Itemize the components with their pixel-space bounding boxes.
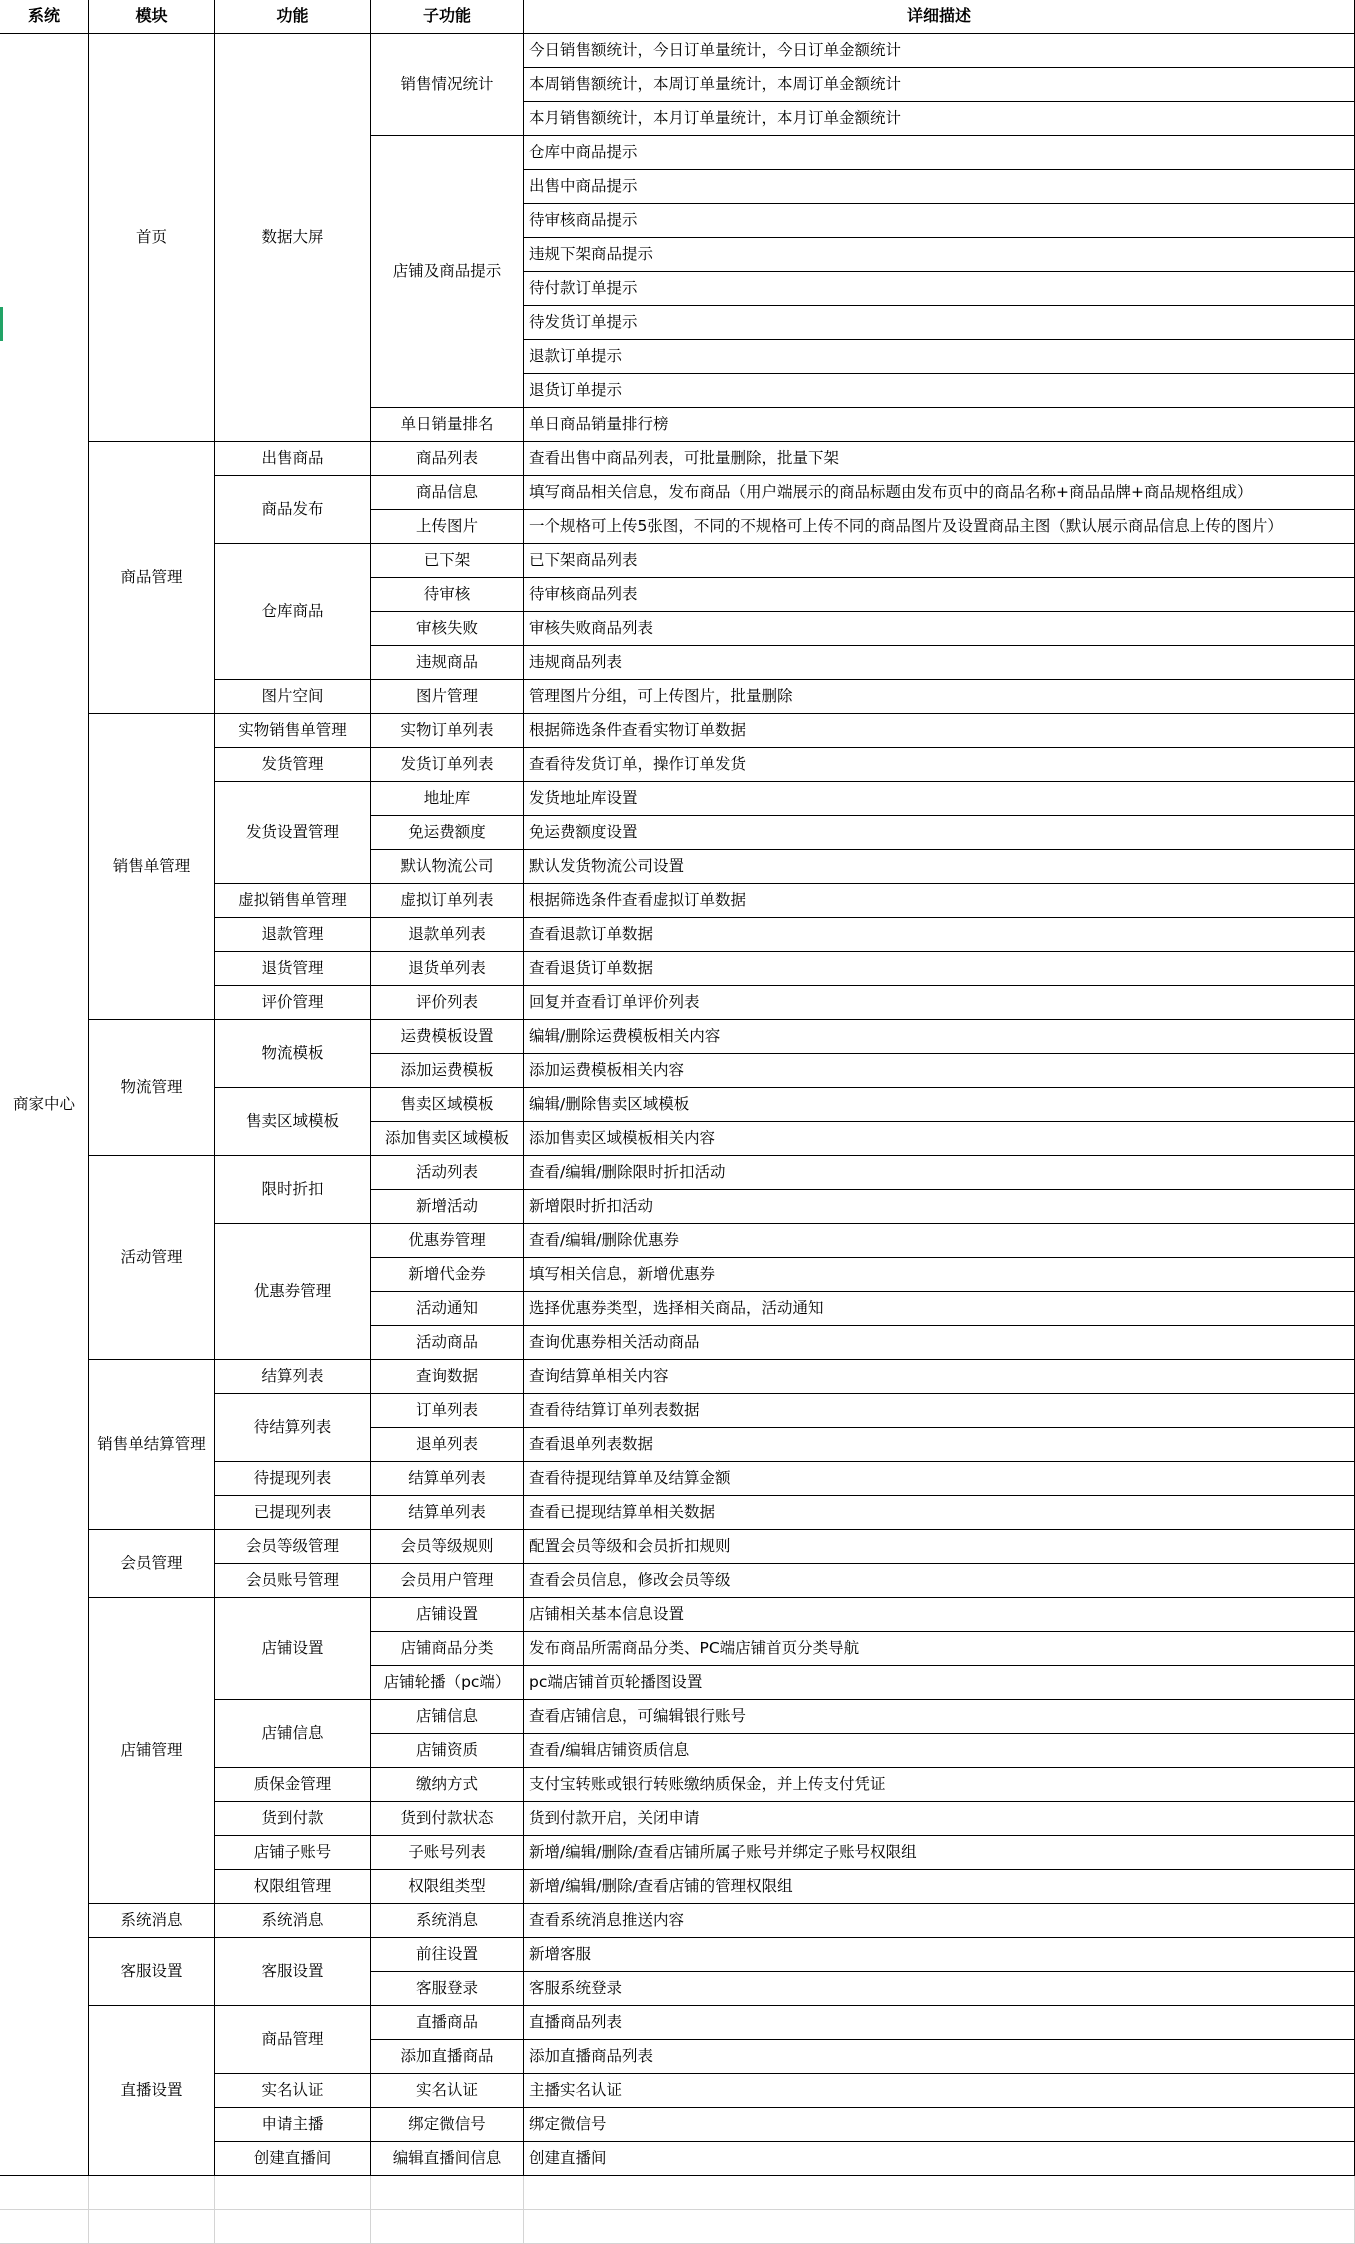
empty-cell[interactable]	[89, 2210, 215, 2244]
detail-cell[interactable]: 创建直播间	[524, 2142, 1355, 2176]
detail-cell[interactable]: 本周销售额统计，本周订单量统计，本周订单金额统计	[524, 68, 1355, 102]
subfunction-cell[interactable]: 店铺商品分类	[371, 1632, 524, 1666]
subfunction-cell[interactable]: 权限组类型	[371, 1870, 524, 1904]
subfunction-cell[interactable]: 待审核	[371, 578, 524, 612]
detail-cell[interactable]: 支付宝转账或银行转账缴纳质保金，并上传支付凭证	[524, 1768, 1355, 1802]
detail-cell[interactable]: 编辑/删除运费模板相关内容	[524, 1020, 1355, 1054]
function-cell[interactable]: 仓库商品	[215, 544, 371, 680]
subfunction-cell[interactable]: 默认物流公司	[371, 850, 524, 884]
subfunction-cell[interactable]: 审核失败	[371, 612, 524, 646]
detail-cell[interactable]: 回复并查看订单评价列表	[524, 986, 1355, 1020]
function-cell[interactable]: 数据大屏	[215, 34, 371, 442]
subfunction-cell[interactable]: 会员用户管理	[371, 1564, 524, 1598]
subfunction-cell[interactable]: 子账号列表	[371, 1836, 524, 1870]
function-cell[interactable]: 实名认证	[215, 2074, 371, 2108]
detail-cell[interactable]: 根据筛选条件查看实物订单数据	[524, 714, 1355, 748]
detail-cell[interactable]: 查看退单列表数据	[524, 1428, 1355, 1462]
detail-cell[interactable]: 主播实名认证	[524, 2074, 1355, 2108]
subfunction-cell[interactable]: 单日销量排名	[371, 408, 524, 442]
detail-cell[interactable]: 添加运费模板相关内容	[524, 1054, 1355, 1088]
subfunction-cell[interactable]: 活动商品	[371, 1326, 524, 1360]
detail-cell[interactable]: 添加直播商品列表	[524, 2040, 1355, 2074]
detail-cell[interactable]: 一个规格可上传5张图，不同的不规格可上传不同的商品图片及设置商品主图（默认展示商品信息上传的图片）	[524, 510, 1355, 544]
detail-cell[interactable]: 已下架商品列表	[524, 544, 1355, 578]
function-cell[interactable]: 会员账号管理	[215, 1564, 371, 1598]
module-cell[interactable]: 系统消息	[89, 1904, 215, 1938]
module-cell[interactable]: 直播设置	[89, 2006, 215, 2176]
detail-cell[interactable]: 查看已提现结算单相关数据	[524, 1496, 1355, 1530]
subfunction-cell[interactable]: 售卖区域模板	[371, 1088, 524, 1122]
empty-cell[interactable]	[371, 2176, 524, 2210]
subfunction-cell[interactable]: 新增活动	[371, 1190, 524, 1224]
header-detail[interactable]: 详细描述	[524, 0, 1355, 34]
subfunction-cell[interactable]: 评价列表	[371, 986, 524, 1020]
subfunction-cell[interactable]: 商品列表	[371, 442, 524, 476]
function-cell[interactable]: 系统消息	[215, 1904, 371, 1938]
detail-cell[interactable]: 店铺相关基本信息设置	[524, 1598, 1355, 1632]
subfunction-cell[interactable]: 添加售卖区域模板	[371, 1122, 524, 1156]
row-selection-marker	[0, 307, 3, 341]
module-cell[interactable]: 商品管理	[89, 442, 215, 714]
empty-cell[interactable]	[524, 2176, 1355, 2210]
detail-cell[interactable]: 查看会员信息，修改会员等级	[524, 1564, 1355, 1598]
subfunction-cell[interactable]: 直播商品	[371, 2006, 524, 2040]
module-cell[interactable]: 物流管理	[89, 1020, 215, 1156]
detail-cell[interactable]: 违规下架商品提示	[524, 238, 1355, 272]
header-subfunction[interactable]: 子功能	[371, 0, 524, 34]
detail-cell[interactable]: 查看店铺信息，可编辑银行账号	[524, 1700, 1355, 1734]
detail-cell[interactable]: 查询结算单相关内容	[524, 1360, 1355, 1394]
detail-cell[interactable]: 查看出售中商品列表，可批量删除，批量下架	[524, 442, 1355, 476]
header-module[interactable]: 模块	[89, 0, 215, 34]
detail-cell[interactable]: 配置会员等级和会员折扣规则	[524, 1530, 1355, 1564]
subfunction-cell[interactable]: 店铺轮播（pc端）	[371, 1666, 524, 1700]
subfunction-cell[interactable]: 系统消息	[371, 1904, 524, 1938]
subfunction-cell[interactable]: 结算单列表	[371, 1496, 524, 1530]
subfunction-cell[interactable]: 缴纳方式	[371, 1768, 524, 1802]
subfunction-cell[interactable]: 活动通知	[371, 1292, 524, 1326]
function-cell[interactable]: 货到付款	[215, 1802, 371, 1836]
function-cell[interactable]: 退货管理	[215, 952, 371, 986]
detail-cell[interactable]: 新增/编辑/删除/查看店铺的管理权限组	[524, 1870, 1355, 1904]
subfunction-cell[interactable]: 退款单列表	[371, 918, 524, 952]
detail-cell[interactable]: pc端店铺首页轮播图设置	[524, 1666, 1355, 1700]
system-cell[interactable]: 商家中心	[0, 34, 89, 2176]
subfunction-cell[interactable]: 会员等级规则	[371, 1530, 524, 1564]
detail-cell[interactable]: 填写相关信息，新增优惠券	[524, 1258, 1355, 1292]
detail-cell[interactable]: 出售中商品提示	[524, 170, 1355, 204]
function-cell[interactable]: 限时折扣	[215, 1156, 371, 1224]
subfunction-cell[interactable]: 添加直播商品	[371, 2040, 524, 2074]
detail-cell[interactable]: 直播商品列表	[524, 2006, 1355, 2040]
detail-cell[interactable]: 查询优惠券相关活动商品	[524, 1326, 1355, 1360]
detail-cell[interactable]: 选择优惠券类型，选择相关商品，活动通知	[524, 1292, 1355, 1326]
detail-cell[interactable]: 查看/编辑/删除优惠券	[524, 1224, 1355, 1258]
subfunction-cell[interactable]: 活动列表	[371, 1156, 524, 1190]
subfunction-cell[interactable]: 违规商品	[371, 646, 524, 680]
subfunction-cell[interactable]: 实名认证	[371, 2074, 524, 2108]
module-cell[interactable]: 销售单结算管理	[89, 1360, 215, 1530]
detail-cell[interactable]: 查看/编辑店铺资质信息	[524, 1734, 1355, 1768]
module-cell[interactable]: 会员管理	[89, 1530, 215, 1598]
detail-cell[interactable]: 待审核商品提示	[524, 204, 1355, 238]
function-cell[interactable]: 结算列表	[215, 1360, 371, 1394]
function-cell[interactable]: 虚拟销售单管理	[215, 884, 371, 918]
module-cell[interactable]: 首页	[89, 34, 215, 442]
detail-cell[interactable]: 绑定微信号	[524, 2108, 1355, 2142]
detail-cell[interactable]: 添加售卖区域模板相关内容	[524, 1122, 1355, 1156]
detail-cell[interactable]: 查看/编辑/删除限时折扣活动	[524, 1156, 1355, 1190]
detail-cell[interactable]: 待审核商品列表	[524, 578, 1355, 612]
empty-cell[interactable]	[371, 2210, 524, 2244]
function-cell[interactable]: 出售商品	[215, 442, 371, 476]
subfunction-cell[interactable]: 发货订单列表	[371, 748, 524, 782]
detail-cell[interactable]: 查看待提现结算单及结算金额	[524, 1462, 1355, 1496]
subfunction-cell[interactable]: 优惠券管理	[371, 1224, 524, 1258]
subfunction-cell[interactable]: 货到付款状态	[371, 1802, 524, 1836]
function-cell[interactable]: 优惠券管理	[215, 1224, 371, 1360]
detail-cell[interactable]: 默认发货物流公司设置	[524, 850, 1355, 884]
function-cell[interactable]: 图片空间	[215, 680, 371, 714]
function-cell[interactable]: 客服设置	[215, 1938, 371, 2006]
header-system[interactable]: 系统	[0, 0, 89, 34]
function-cell[interactable]: 店铺子账号	[215, 1836, 371, 1870]
function-cell[interactable]: 评价管理	[215, 986, 371, 1020]
subfunction-cell[interactable]: 商品信息	[371, 476, 524, 510]
module-cell[interactable]: 销售单管理	[89, 714, 215, 1020]
function-cell[interactable]: 待结算列表	[215, 1394, 371, 1462]
subfunction-cell[interactable]: 虚拟订单列表	[371, 884, 524, 918]
detail-cell[interactable]: 退款订单提示	[524, 340, 1355, 374]
detail-cell[interactable]: 查看系统消息推送内容	[524, 1904, 1355, 1938]
subfunction-cell[interactable]: 客服登录	[371, 1972, 524, 2006]
subfunction-cell[interactable]: 退单列表	[371, 1428, 524, 1462]
function-cell[interactable]: 售卖区域模板	[215, 1088, 371, 1156]
subfunction-cell[interactable]: 地址库	[371, 782, 524, 816]
detail-cell[interactable]: 免运费额度设置	[524, 816, 1355, 850]
empty-cell[interactable]	[89, 2176, 215, 2210]
function-cell[interactable]: 会员等级管理	[215, 1530, 371, 1564]
detail-cell[interactable]: 待发货订单提示	[524, 306, 1355, 340]
function-cell[interactable]: 待提现列表	[215, 1462, 371, 1496]
detail-cell[interactable]: 新增客服	[524, 1938, 1355, 1972]
detail-cell[interactable]: 编辑/删除售卖区域模板	[524, 1088, 1355, 1122]
subfunction-cell[interactable]: 上传图片	[371, 510, 524, 544]
detail-cell[interactable]: 新增限时折扣活动	[524, 1190, 1355, 1224]
subfunction-cell[interactable]: 编辑直播间信息	[371, 2142, 524, 2176]
subfunction-cell[interactable]: 绑定微信号	[371, 2108, 524, 2142]
function-cell[interactable]: 已提现列表	[215, 1496, 371, 1530]
subfunction-cell[interactable]: 运费模板设置	[371, 1020, 524, 1054]
detail-cell[interactable]: 发布商品所需商品分类、PC端店铺首页分类导航	[524, 1632, 1355, 1666]
subfunction-cell[interactable]: 免运费额度	[371, 816, 524, 850]
function-cell[interactable]: 店铺信息	[215, 1700, 371, 1768]
module-cell[interactable]: 客服设置	[89, 1938, 215, 2006]
detail-cell[interactable]: 查看退货订单数据	[524, 952, 1355, 986]
detail-cell[interactable]: 管理图片分组，可上传图片，批量删除	[524, 680, 1355, 714]
function-cell[interactable]: 物流模板	[215, 1020, 371, 1088]
subfunction-cell[interactable]: 前往设置	[371, 1938, 524, 1972]
function-cell[interactable]: 权限组管理	[215, 1870, 371, 1904]
module-cell[interactable]: 活动管理	[89, 1156, 215, 1360]
detail-cell[interactable]: 填写商品相关信息，发布商品（用户端展示的商品标题由发布页中的商品名称+商品品牌+商品规格组成）	[524, 476, 1355, 510]
module-cell[interactable]: 店铺管理	[89, 1598, 215, 1904]
subfunction-cell[interactable]: 订单列表	[371, 1394, 524, 1428]
subfunction-cell[interactable]: 图片管理	[371, 680, 524, 714]
subfunction-cell[interactable]: 店铺资质	[371, 1734, 524, 1768]
detail-cell[interactable]: 新增/编辑/删除/查看店铺所属子账号并绑定子账号权限组	[524, 1836, 1355, 1870]
function-cell[interactable]: 发货设置管理	[215, 782, 371, 884]
empty-cell[interactable]	[0, 2210, 89, 2244]
subfunction-cell[interactable]: 店铺信息	[371, 1700, 524, 1734]
detail-cell[interactable]: 今日销售额统计，今日订单量统计，今日订单金额统计	[524, 34, 1355, 68]
empty-cell[interactable]	[524, 2210, 1355, 2244]
function-cell[interactable]: 商品发布	[215, 476, 371, 544]
subfunction-cell[interactable]: 查询数据	[371, 1360, 524, 1394]
subfunction-cell[interactable]: 新增代金券	[371, 1258, 524, 1292]
function-cell[interactable]: 质保金管理	[215, 1768, 371, 1802]
detail-cell[interactable]: 违规商品列表	[524, 646, 1355, 680]
function-cell[interactable]: 创建直播间	[215, 2142, 371, 2176]
detail-cell[interactable]: 查看退款订单数据	[524, 918, 1355, 952]
function-cell[interactable]: 商品管理	[215, 2006, 371, 2074]
subfunction-cell[interactable]: 销售情况统计	[371, 34, 524, 136]
detail-cell[interactable]: 待付款订单提示	[524, 272, 1355, 306]
detail-cell[interactable]: 货到付款开启，关闭申请	[524, 1802, 1355, 1836]
function-cell[interactable]: 退款管理	[215, 918, 371, 952]
subfunction-cell[interactable]: 店铺设置	[371, 1598, 524, 1632]
detail-cell[interactable]: 发货地址库设置	[524, 782, 1355, 816]
function-cell[interactable]: 实物销售单管理	[215, 714, 371, 748]
function-cell[interactable]: 发货管理	[215, 748, 371, 782]
function-cell[interactable]: 店铺设置	[215, 1598, 371, 1700]
empty-cell[interactable]	[0, 2176, 89, 2210]
detail-cell[interactable]: 退货订单提示	[524, 374, 1355, 408]
function-cell[interactable]: 申请主播	[215, 2108, 371, 2142]
empty-cell[interactable]	[215, 2176, 371, 2210]
detail-cell[interactable]: 查看待发货订单，操作订单发货	[524, 748, 1355, 782]
subfunction-cell[interactable]: 实物订单列表	[371, 714, 524, 748]
detail-cell[interactable]: 审核失败商品列表	[524, 612, 1355, 646]
detail-cell[interactable]: 查看待结算订单列表数据	[524, 1394, 1355, 1428]
detail-cell[interactable]: 客服系统登录	[524, 1972, 1355, 2006]
empty-cell[interactable]	[215, 2210, 371, 2244]
subfunction-cell[interactable]: 退货单列表	[371, 952, 524, 986]
subfunction-cell[interactable]: 店铺及商品提示	[371, 136, 524, 408]
subfunction-cell[interactable]: 添加运费模板	[371, 1054, 524, 1088]
header-function[interactable]: 功能	[215, 0, 371, 34]
detail-cell[interactable]: 本月销售额统计，本月订单量统计，本月订单金额统计	[524, 102, 1355, 136]
subfunction-cell[interactable]: 结算单列表	[371, 1462, 524, 1496]
detail-cell[interactable]: 根据筛选条件查看虚拟订单数据	[524, 884, 1355, 918]
detail-cell[interactable]: 仓库中商品提示	[524, 136, 1355, 170]
detail-cell[interactable]: 单日商品销量排行榜	[524, 408, 1355, 442]
subfunction-cell[interactable]: 已下架	[371, 544, 524, 578]
